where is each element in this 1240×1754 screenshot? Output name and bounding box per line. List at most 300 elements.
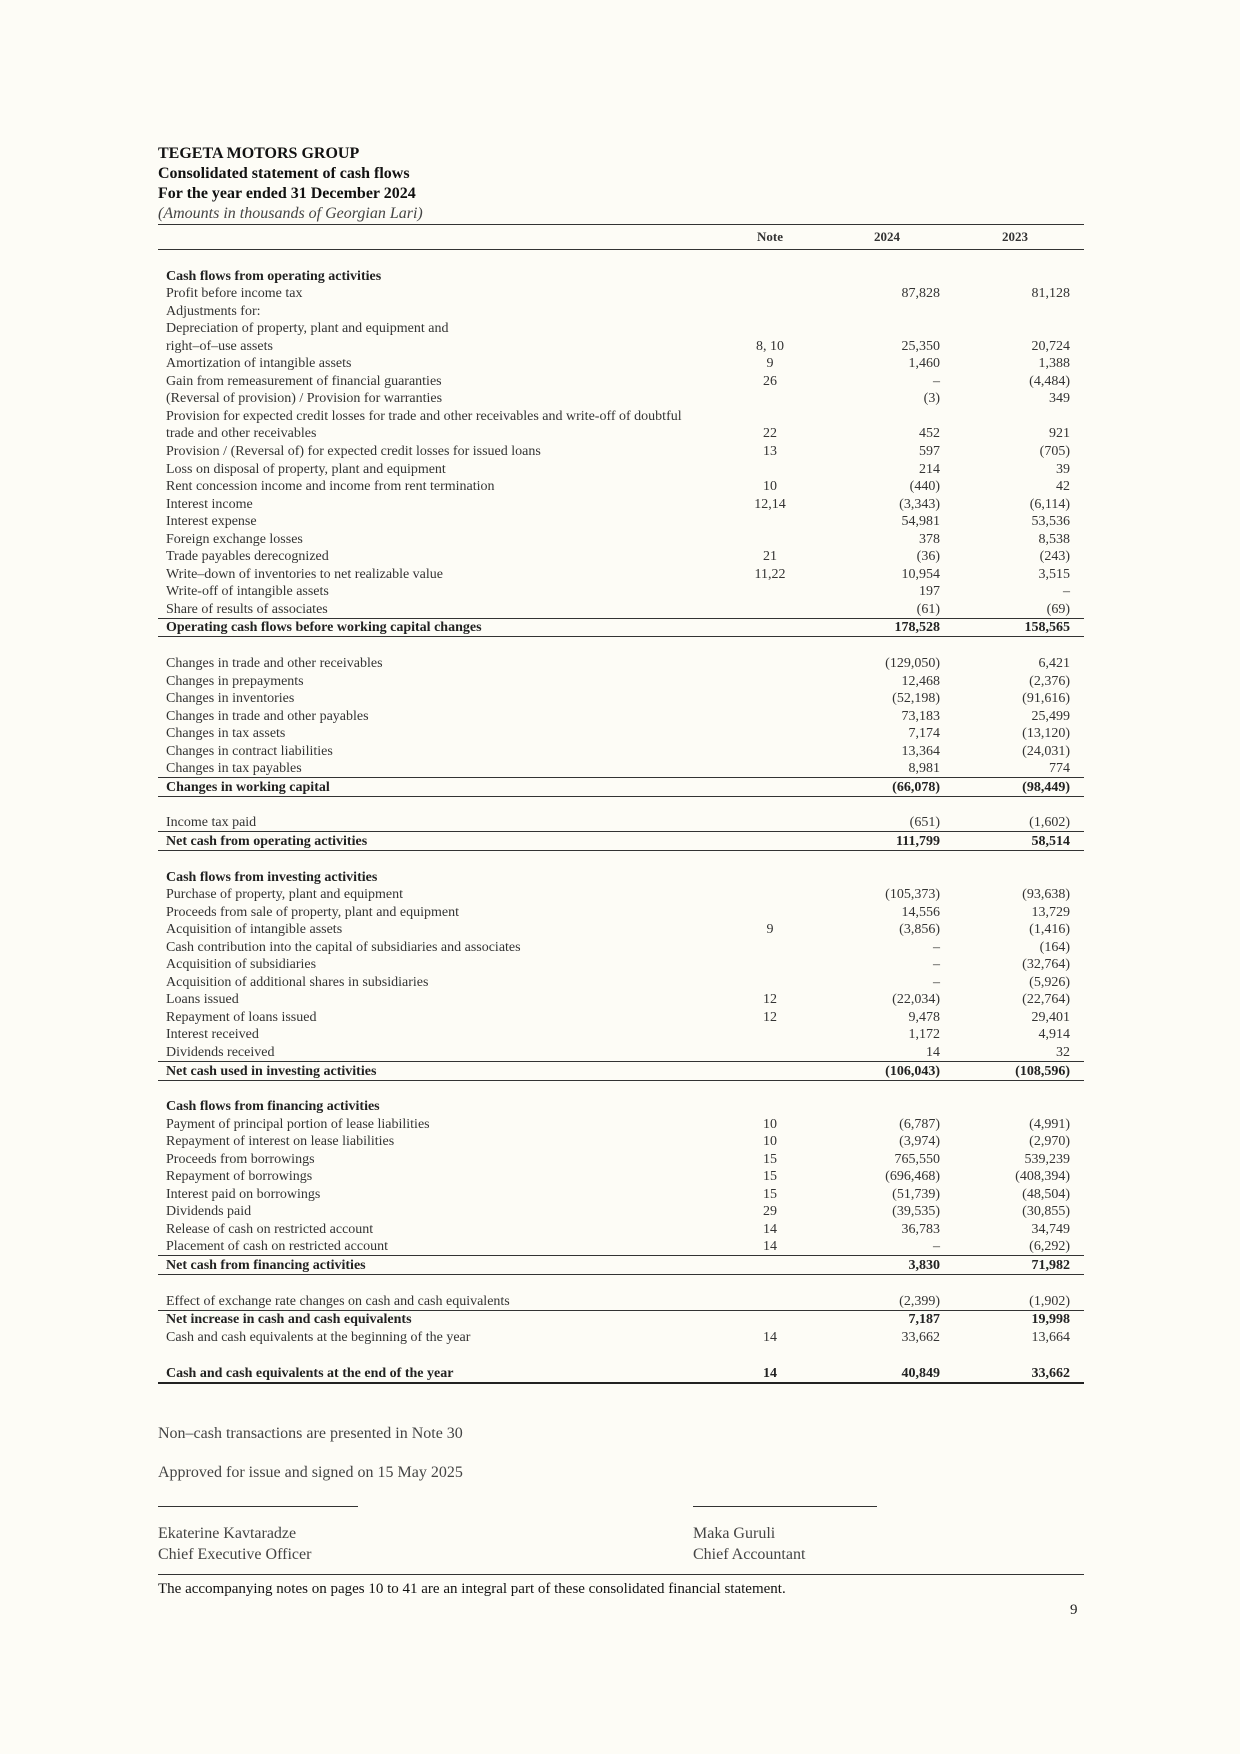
line-item-row (158, 973, 1084, 991)
line-item-label: Changes in contract liabilities (166, 743, 333, 759)
line-item-label: Cash and cash equivalents at the beginning of the year (166, 1329, 471, 1345)
line-item-label: trade and other receivables (166, 426, 317, 442)
total-row (158, 1256, 1084, 1275)
note-ref: 9 (766, 356, 774, 372)
note-ref: 14 (730, 1362, 810, 1383)
note-ref: 14 (763, 1221, 777, 1237)
total-row (158, 618, 1084, 637)
amount-2024: (696,468) (885, 1169, 940, 1185)
amount-2023: (2,970) (1029, 1134, 1070, 1150)
line-item-label: Interest income (166, 496, 253, 512)
amount-2023: 53,536 (1031, 514, 1070, 530)
amount-2023: (30,855) (1022, 1204, 1070, 1220)
note-ref: 8, 10 (756, 338, 784, 354)
column-header-2023: 2023 (1002, 229, 1028, 244)
note-ref (730, 302, 810, 320)
amount-2024: (6,787) (899, 1116, 940, 1132)
cash-flow-table (158, 225, 1084, 1384)
line-item-row (158, 285, 1084, 303)
amount-2024: 597 (919, 444, 940, 460)
line-item-label: Interest received (166, 1027, 259, 1043)
line-item-label: Net increase in cash and cash equivalents (158, 1310, 730, 1328)
amount-2024: (3,856) (899, 922, 940, 938)
note-ref (730, 672, 810, 690)
total-row (158, 1362, 1084, 1383)
spacer-row (158, 250, 1084, 268)
amount-2024: 25,350 (901, 338, 940, 354)
line-item-row (158, 654, 1084, 672)
section-heading: Cash flows from financing activities (166, 1099, 380, 1115)
amount-2023: 4,914 (1038, 1027, 1070, 1043)
line-item-label: Share of results of associates (166, 601, 328, 617)
line-item-label: Changes in inventories (166, 691, 295, 707)
note-ref (730, 460, 810, 478)
spacer-cell (730, 1274, 810, 1292)
amount-2023: (705) (1039, 444, 1070, 460)
spacer-cell (730, 850, 810, 868)
amount-2023: (91,616) (1022, 691, 1070, 707)
note-ref (730, 690, 810, 708)
amount-2023: 774 (1049, 761, 1070, 777)
column-header-row (158, 225, 1084, 250)
spacer-cell (810, 850, 954, 868)
line-item-row (158, 390, 1084, 408)
note-ref (730, 938, 810, 956)
amount-2024: 33,662 (901, 1329, 940, 1345)
line-item-label: Acquisition of intangible assets (166, 922, 343, 938)
line-item-row (158, 672, 1084, 690)
amount-2024: 9,478 (908, 1009, 940, 1025)
spacer-cell (158, 796, 730, 814)
line-item-label: Changes in tax payables (166, 761, 302, 777)
column-header-2024: 2024 (874, 229, 900, 244)
amount-2023: (4,991) (1029, 1116, 1070, 1132)
line-item-label: Repayment of interest on lease liabilities (166, 1134, 395, 1150)
spacer-cell (810, 796, 954, 814)
amount-2024 (810, 407, 954, 425)
column-header-note: Note (757, 229, 783, 244)
line-item-label: Proceeds from sale of property, plant and equipment (166, 904, 460, 920)
amount-2024: 3,830 (810, 1256, 954, 1275)
amount-2024: 197 (919, 584, 940, 600)
line-item-label: Repayment of borrowings (166, 1169, 313, 1185)
note-ref (730, 583, 810, 601)
line-item-row (158, 991, 1084, 1009)
line-item-label: Changes in tax assets (166, 726, 286, 742)
line-item-row (158, 1328, 1084, 1346)
note-ref (730, 285, 810, 303)
line-item-label: Dividends received (166, 1044, 275, 1060)
note-ref (730, 1026, 810, 1044)
note-ref: 10 (763, 1134, 777, 1150)
line-item-row (158, 600, 1084, 618)
line-item-label: Cash and cash equivalents at the end of the year (158, 1362, 730, 1383)
line-item-label: Loans issued (166, 992, 239, 1008)
line-item-row (158, 886, 1084, 904)
amount-2023: 6,421 (1038, 656, 1070, 672)
spacer-row (158, 796, 1084, 814)
amount-2023 (954, 302, 1084, 320)
note-ref (730, 903, 810, 921)
line-item-label: Net cash from financing activities (158, 1256, 730, 1275)
line-item-row (158, 1115, 1084, 1133)
line-item-label: Trade payables derecognized (166, 549, 329, 565)
amount-2024: (106,043) (810, 1061, 954, 1080)
note-ref: 15 (763, 1151, 777, 1167)
amount-2024: 36,783 (901, 1221, 940, 1237)
signature-line-ceo (158, 1506, 358, 1507)
amount-2023 (954, 868, 1084, 886)
line-item-label: Cash contribution into the capital of subsidiaries and associates (166, 939, 521, 955)
amount-2024: 178,528 (810, 618, 954, 637)
amount-2024: 452 (919, 426, 940, 442)
amount-2024: 13,364 (901, 743, 940, 759)
signature-line-accountant (693, 1506, 877, 1507)
amount-2023: 349 (1049, 391, 1070, 407)
amount-2023: – (1063, 584, 1070, 600)
spacer-row (158, 850, 1084, 868)
note-ref (730, 600, 810, 618)
note-ref (730, 778, 810, 797)
amount-2024: 7,174 (908, 726, 940, 742)
line-item-label: Interest paid on borrowings (166, 1186, 321, 1202)
line-item-label: Operating cash flows before working capital changes (158, 618, 730, 637)
spacer-cell (810, 1080, 954, 1098)
note-ref (730, 760, 810, 778)
note-ref (730, 1256, 810, 1275)
amount-2024 (810, 267, 954, 285)
note-ref: 12 (763, 1009, 777, 1025)
line-item-row (158, 337, 1084, 355)
spacer-cell (158, 1346, 730, 1362)
amount-2024: – (933, 939, 940, 955)
note-ref: 12 (763, 992, 777, 1008)
note-ref (730, 868, 810, 886)
note-ref: 11,22 (754, 566, 786, 582)
note-ref: 10 (763, 1116, 777, 1132)
amount-2023: (4,484) (1029, 373, 1070, 389)
footnote: The accompanying notes on pages 10 to 41 are an integral part of these consolidated financial statement. (158, 1581, 786, 1597)
note-ref: 14 (763, 1239, 777, 1255)
line-item-label: Release of cash on restricted account (166, 1221, 374, 1237)
amount-2024: 1,460 (908, 356, 940, 372)
section-heading: Cash flows from operating activities (166, 268, 382, 284)
spacer-row (158, 637, 1084, 655)
note-ref (730, 407, 810, 425)
line-item-row (158, 1185, 1084, 1203)
line-item-row (158, 1026, 1084, 1044)
line-item-row (158, 302, 1084, 320)
amount-2024: 378 (919, 531, 940, 547)
amount-2023: (5,926) (1029, 974, 1070, 990)
line-item-row (158, 355, 1084, 373)
amount-2024: 73,183 (901, 708, 940, 724)
amount-2023: (6,292) (1029, 1239, 1070, 1255)
line-item-label: Acquisition of additional shares in subsidiaries (166, 974, 429, 990)
note-ref (730, 1098, 810, 1116)
line-item-label: Provision for expected credit losses for trade and other receivables and write-off of doubtful (166, 408, 682, 424)
amount-2023: 158,565 (954, 618, 1084, 637)
spacer-cell (730, 637, 810, 655)
note-ref (730, 973, 810, 991)
company-name: TEGETA MOTORS GROUP (158, 145, 360, 162)
amount-2024 (810, 302, 954, 320)
amount-2024: (651) (909, 815, 940, 831)
line-item-row (158, 1168, 1084, 1186)
line-item-row (158, 903, 1084, 921)
total-row (158, 1061, 1084, 1080)
spacer-cell (810, 250, 954, 268)
amount-2024: – (933, 373, 940, 389)
line-item-row (158, 407, 1084, 425)
noncash-note: Non–cash transactions are presented in Note 30 (158, 1425, 463, 1442)
line-item-label: Depreciation of property, plant and equipment and (166, 321, 449, 337)
amount-2023: (93,638) (1022, 887, 1070, 903)
line-item-row (158, 814, 1084, 832)
line-item-label: Rent concession income and income from rent termination (166, 479, 495, 495)
line-item-label: Changes in prepayments (166, 673, 304, 689)
footer-divider (158, 1574, 1084, 1575)
line-item-row (158, 320, 1084, 338)
line-item-label: Proceeds from borrowings (166, 1151, 315, 1167)
amount-2023: (98,449) (954, 778, 1084, 797)
line-item-row (158, 1133, 1084, 1151)
amount-2024 (810, 1098, 954, 1116)
line-item-label: Changes in working capital (158, 778, 730, 797)
signatory-accountant-name: Maka Guruli (693, 1525, 776, 1542)
line-item-row (158, 478, 1084, 496)
amount-2024: 111,799 (810, 832, 954, 851)
amount-2024 (810, 868, 954, 886)
note-ref (730, 267, 810, 285)
amount-2023: (22,764) (1022, 992, 1070, 1008)
amount-2023: (13,120) (1022, 726, 1070, 742)
amount-2024: (51,739) (892, 1186, 940, 1202)
amount-2023: 33,662 (954, 1362, 1084, 1383)
spacer-cell (810, 637, 954, 655)
line-item-row (158, 425, 1084, 443)
line-item-row (158, 1150, 1084, 1168)
spacer-cell (954, 637, 1084, 655)
line-item-label: Net cash used in investing activities (158, 1061, 730, 1080)
line-item-label: Changes in trade and other payables (166, 708, 369, 724)
line-item-label: Loss on disposal of property, plant and equipment (166, 461, 446, 477)
note-ref (730, 886, 810, 904)
amount-2023: (24,031) (1022, 743, 1070, 759)
section-heading-row (158, 1098, 1084, 1116)
spacer-cell (158, 637, 730, 655)
line-item-label: Repayment of loans issued (166, 1009, 317, 1025)
amount-2023: (1,602) (1029, 815, 1070, 831)
amount-2024: 8,981 (908, 761, 940, 777)
amount-2024: 7,187 (810, 1310, 954, 1328)
spacer-cell (810, 1346, 954, 1362)
column-header-label (158, 225, 730, 250)
signatory-ceo-name: Ekaterine Kavtaradze (158, 1525, 297, 1542)
spacer-cell (954, 796, 1084, 814)
amount-2024: – (933, 957, 940, 973)
line-item-label: Dividends paid (166, 1204, 252, 1220)
amount-2024: 12,468 (901, 673, 940, 689)
spacer-cell (954, 1346, 1084, 1362)
line-item-label: Acquisition of subsidiaries (166, 957, 317, 973)
line-item-row (158, 565, 1084, 583)
amount-2023: 539,239 (1024, 1151, 1070, 1167)
line-item-row (158, 442, 1084, 460)
signatory-accountant-title: Chief Accountant (693, 1546, 806, 1563)
line-item-label: Adjustments for: (166, 303, 261, 319)
amount-2023: (164) (1039, 939, 1070, 955)
note-ref: 21 (763, 549, 777, 565)
statement-title: Consolidated statement of cash flows (158, 165, 410, 182)
line-item-row (158, 1203, 1084, 1221)
amount-2023 (954, 320, 1084, 338)
amount-2024: 765,550 (894, 1151, 940, 1167)
spacer-cell (730, 1346, 810, 1362)
amount-2024: (440) (909, 479, 940, 495)
note-ref: 22 (763, 426, 777, 442)
amount-2023: 3,515 (1038, 566, 1070, 582)
line-item-label: Effect of exchange rate changes on cash and cash equivalents (166, 1293, 510, 1309)
note-ref: 15 (763, 1169, 777, 1185)
note-ref: 12,14 (754, 496, 786, 512)
amount-2024 (810, 320, 954, 338)
note-ref: 10 (763, 479, 777, 495)
line-item-row (158, 956, 1084, 974)
line-item-label: Profit before income tax (166, 286, 303, 302)
line-item-label: Write-off of intangible assets (166, 584, 329, 600)
note-ref: 13 (763, 444, 777, 460)
section-heading-row (158, 267, 1084, 285)
amount-2023 (954, 1098, 1084, 1116)
spacer-cell (158, 1274, 730, 1292)
spacer-cell (158, 250, 730, 268)
amount-2024: 1,172 (908, 1027, 940, 1043)
spacer-cell (954, 850, 1084, 868)
line-item-label: Changes in trade and other receivables (166, 656, 383, 672)
spacer-cell (954, 1274, 1084, 1292)
note-ref: 15 (763, 1186, 777, 1202)
note-ref (730, 956, 810, 974)
line-item-row (158, 460, 1084, 478)
amount-2024: – (933, 1239, 940, 1255)
amount-2024: (36) (916, 549, 940, 565)
note-ref (730, 1292, 810, 1310)
amount-2023: (408,394) (1015, 1169, 1070, 1185)
amount-2023: 25,499 (1031, 708, 1070, 724)
amount-2023: (2,376) (1029, 673, 1070, 689)
amount-2023: 921 (1049, 426, 1070, 442)
amount-2024: (3) (923, 391, 940, 407)
amount-2023: (69) (1046, 601, 1070, 617)
amount-2024: 14 (926, 1044, 940, 1060)
spacer-cell (810, 1274, 954, 1292)
line-item-row (158, 938, 1084, 956)
note-ref (730, 513, 810, 531)
amount-2024: (3,974) (899, 1134, 940, 1150)
amount-2023: 20,724 (1031, 338, 1070, 354)
line-item-label: (Reversal of provision) / Provision for warranties (166, 391, 443, 407)
line-item-row (158, 372, 1084, 390)
line-item-label: Purchase of property, plant and equipment (166, 887, 404, 903)
total-row (158, 778, 1084, 797)
amount-2024: 40,849 (810, 1362, 954, 1383)
line-item-label: Interest expense (166, 514, 257, 530)
amount-2024: (39,535) (892, 1204, 940, 1220)
signatory-ceo-title: Chief Executive Officer (158, 1546, 312, 1563)
line-item-row (158, 725, 1084, 743)
amount-2023: 19,998 (954, 1310, 1084, 1328)
amount-2023: 34,749 (1031, 1221, 1070, 1237)
line-item-row (158, 742, 1084, 760)
note-ref: 9 (766, 922, 774, 938)
amount-2024: (129,050) (885, 656, 940, 672)
note-ref (730, 530, 810, 548)
note-ref (730, 707, 810, 725)
note-ref (730, 814, 810, 832)
amount-2023: (48,504) (1022, 1186, 1070, 1202)
line-item-row (158, 530, 1084, 548)
line-item-row (158, 513, 1084, 531)
line-item-row (158, 690, 1084, 708)
spacer-cell (730, 250, 810, 268)
amount-2023: 8,538 (1038, 531, 1070, 547)
spacer-cell (954, 250, 1084, 268)
line-item-row (158, 548, 1084, 566)
amount-2023 (954, 267, 1084, 285)
section-heading: Cash flows from investing activities (166, 869, 378, 885)
amount-2024: (3,343) (899, 496, 940, 512)
note-ref (730, 1310, 810, 1328)
amount-2023: (108,596) (954, 1061, 1084, 1080)
approval-note: Approved for issue and signed on 15 May 2025 (158, 1464, 463, 1481)
line-item-label: Payment of principal portion of lease liabilities (166, 1116, 430, 1132)
amount-2023: (1,902) (1029, 1293, 1070, 1309)
line-item-label: right–of–use assets (166, 338, 273, 354)
line-item-row (158, 583, 1084, 601)
amount-2024: 54,981 (901, 514, 940, 530)
amount-2023: 13,729 (1031, 904, 1070, 920)
amount-2023: (1,416) (1029, 922, 1070, 938)
note-ref (730, 725, 810, 743)
page-number: 9 (1070, 1602, 1078, 1618)
note-ref (730, 320, 810, 338)
note-ref (730, 390, 810, 408)
line-item-label: Write–down of inventories to net realizable value (166, 566, 443, 582)
line-item-row (158, 1238, 1084, 1256)
amount-2024: (66,078) (810, 778, 954, 797)
amount-2023: (32,764) (1022, 957, 1070, 973)
note-ref: 14 (763, 1329, 777, 1345)
amount-2024: (2,399) (899, 1293, 940, 1309)
amount-2024: 14,556 (901, 904, 940, 920)
line-item-label: Net cash from operating activities (158, 832, 730, 851)
line-item-row (158, 760, 1084, 778)
amount-2024: (105,373) (885, 887, 940, 903)
amount-2024: (61) (916, 601, 940, 617)
amount-2023: 81,128 (1031, 286, 1070, 302)
spacer-row (158, 1346, 1084, 1362)
amount-2023: 58,514 (954, 832, 1084, 851)
amount-2023: 42 (1056, 479, 1070, 495)
spacer-cell (954, 1080, 1084, 1098)
spacer-row (158, 1080, 1084, 1098)
spacer-cell (158, 850, 730, 868)
note-ref (730, 1043, 810, 1061)
line-item-row (158, 921, 1084, 939)
line-item-label: Placement of cash on restricted account (166, 1239, 388, 1255)
amount-2023: (6,114) (1029, 496, 1070, 512)
